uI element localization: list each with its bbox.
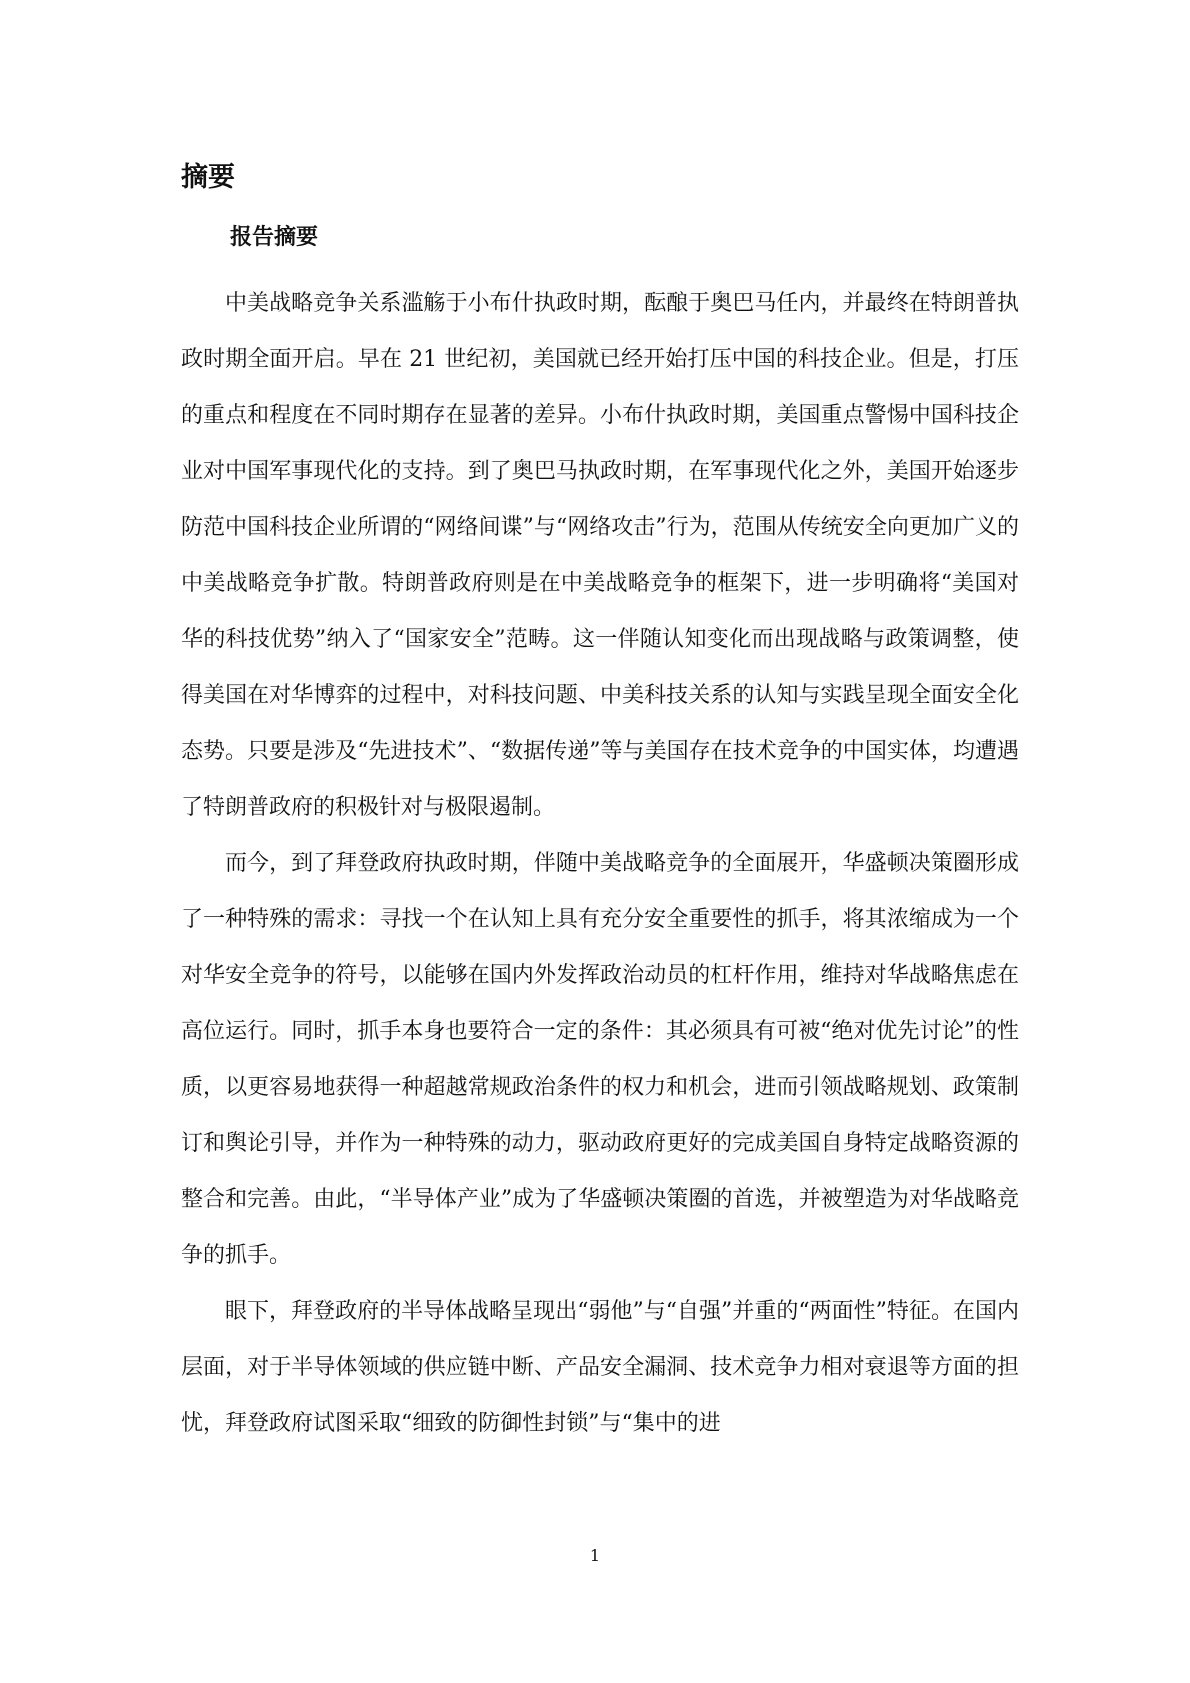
page-title: 摘要 (181, 162, 235, 193)
body-text (181, 276, 1019, 1452)
page-number: 1 (589, 1546, 601, 1565)
paragraph-2: 而今，到了拜登政府执政时期，伴随中美战略竞争的全面展开，华盛顿决策圈形成了一种特殊的需求：寻找一个在认知上具有充分安全重要性的抓手，将其浓缩成为一个对华安全竞争的符号，以能够在国内外发挥政治动员的杠杆作用，维持对华战略焦虑在高位运行。同时，抓手本身也要符合一定的条件：其必须具有可被“绝对优先讨论”的性质，以更容易地获得一种超越常规政治条件的权力和机会，进而引领战略规划、政策制订和舆论引导，并作为一种特殊的动力，驱动政府更好的完成美国自身特定战略资源的整合和完善。由此，“半导体产业”成为了华盛顿决策圈的首选，并被塑造为对华战略竞争的抓手。 (181, 851, 1019, 1268)
paragraph-1: 中美战略竞争关系滥觞于小布什执政时期，酝酿于奥巴马任内，并最终在特朗普执政时期全面开启。早在 21 世纪初，美国就已经开始打压中国的科技企业。但是，打压的重点和程度在不同时期存在显著的差异。小布什执政时期，美国重点警惕中国科技企业对中国军事现代化的支持。到了奥巴马执政时期，在军事现代化之外，美国开始逐步防范中国科技企业所谓的“网络间谍”与“网络攻击”行为，范围从传统安全向更加广义的中美战略竞争扩散。特朗普政府则是在中美战略竞争的框架下，进一步明确将“美国对华的科技优势”纳入了“国家安全”范畴。这一伴随认知变化而出现战略与政策调整，使得美国在对华博弈的过程中，对科技问题、中美科技关系的认知与实践呈现全面安全化态势。只要是涉及“先进技术”、“数据传递”等与美国存在技术竞争的中国实体，均遭遇了特朗普政府的积极针对与极限遏制。 (181, 291, 1019, 820)
paragraph-3: 眼下，拜登政府的半导体战略呈现出“弱他”与“自强”并重的“两面性”特征。在国内层面，对于半导体领域的供应链中断、产品安全漏洞、技术竞争力相对衰退等方面的担忧，拜登政府试图采取“细致的防御性封锁”与“集中的进 (181, 1299, 1019, 1436)
section-title: 报告摘要 (230, 225, 319, 250)
